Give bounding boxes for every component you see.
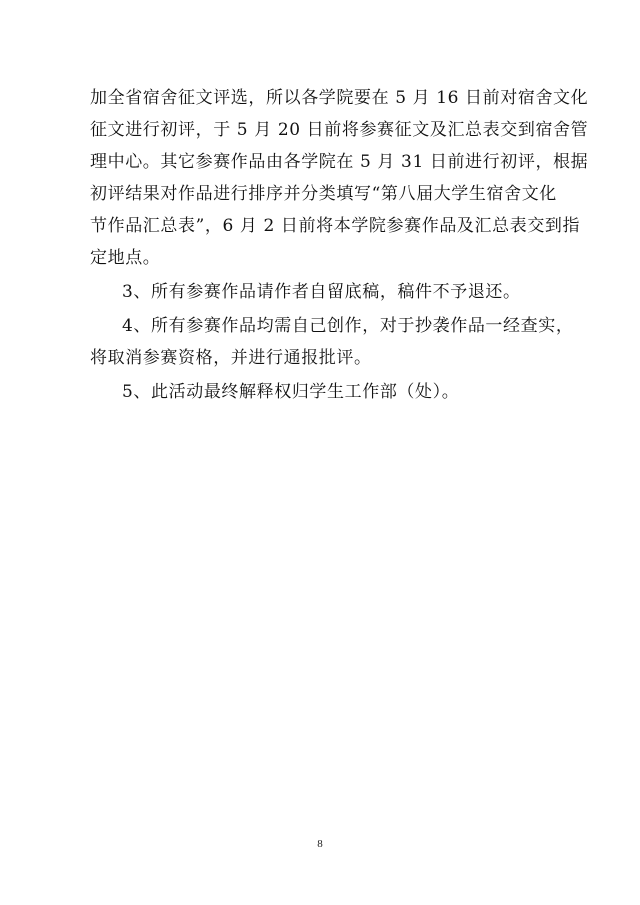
paragraph-line-5: 节作品汇总表”，6 月 2 日前将本学院参赛作品及汇总表交到指 <box>90 216 581 236</box>
paragraph-line-2: 征文进行初评，于 5 月 20 日前将参赛征文及汇总表交到宿舍管 <box>90 120 589 140</box>
list-item-5: 5、此活动最终解释权归学生工作部（处）。 <box>122 382 460 402</box>
paragraph-line-6: 定地点。 <box>90 248 161 268</box>
paragraph-line-4: 初评结果对作品进行排序并分类填写“第八届大学生宿舍文化 <box>90 184 557 204</box>
list-item-4-line-2: 将取消参赛资格，并进行通报批评。 <box>90 348 372 368</box>
page-number: 8 <box>317 838 323 850</box>
paragraph-line-3: 理中心。其它参赛作品由各学院在 5 月 31 日前进行初评，根据 <box>90 152 589 172</box>
list-item-4-line-1: 4、所有参赛作品均需自己创作，对于抄袭作品一经查实， <box>122 316 574 336</box>
list-item-3: 3、所有参赛作品请作者自留底稿，稿件不予退还。 <box>122 282 521 302</box>
paragraph-line-1: 加全省宿舍征文评选，所以各学院要在 5 月 16 日前对宿舍文化 <box>90 88 589 108</box>
